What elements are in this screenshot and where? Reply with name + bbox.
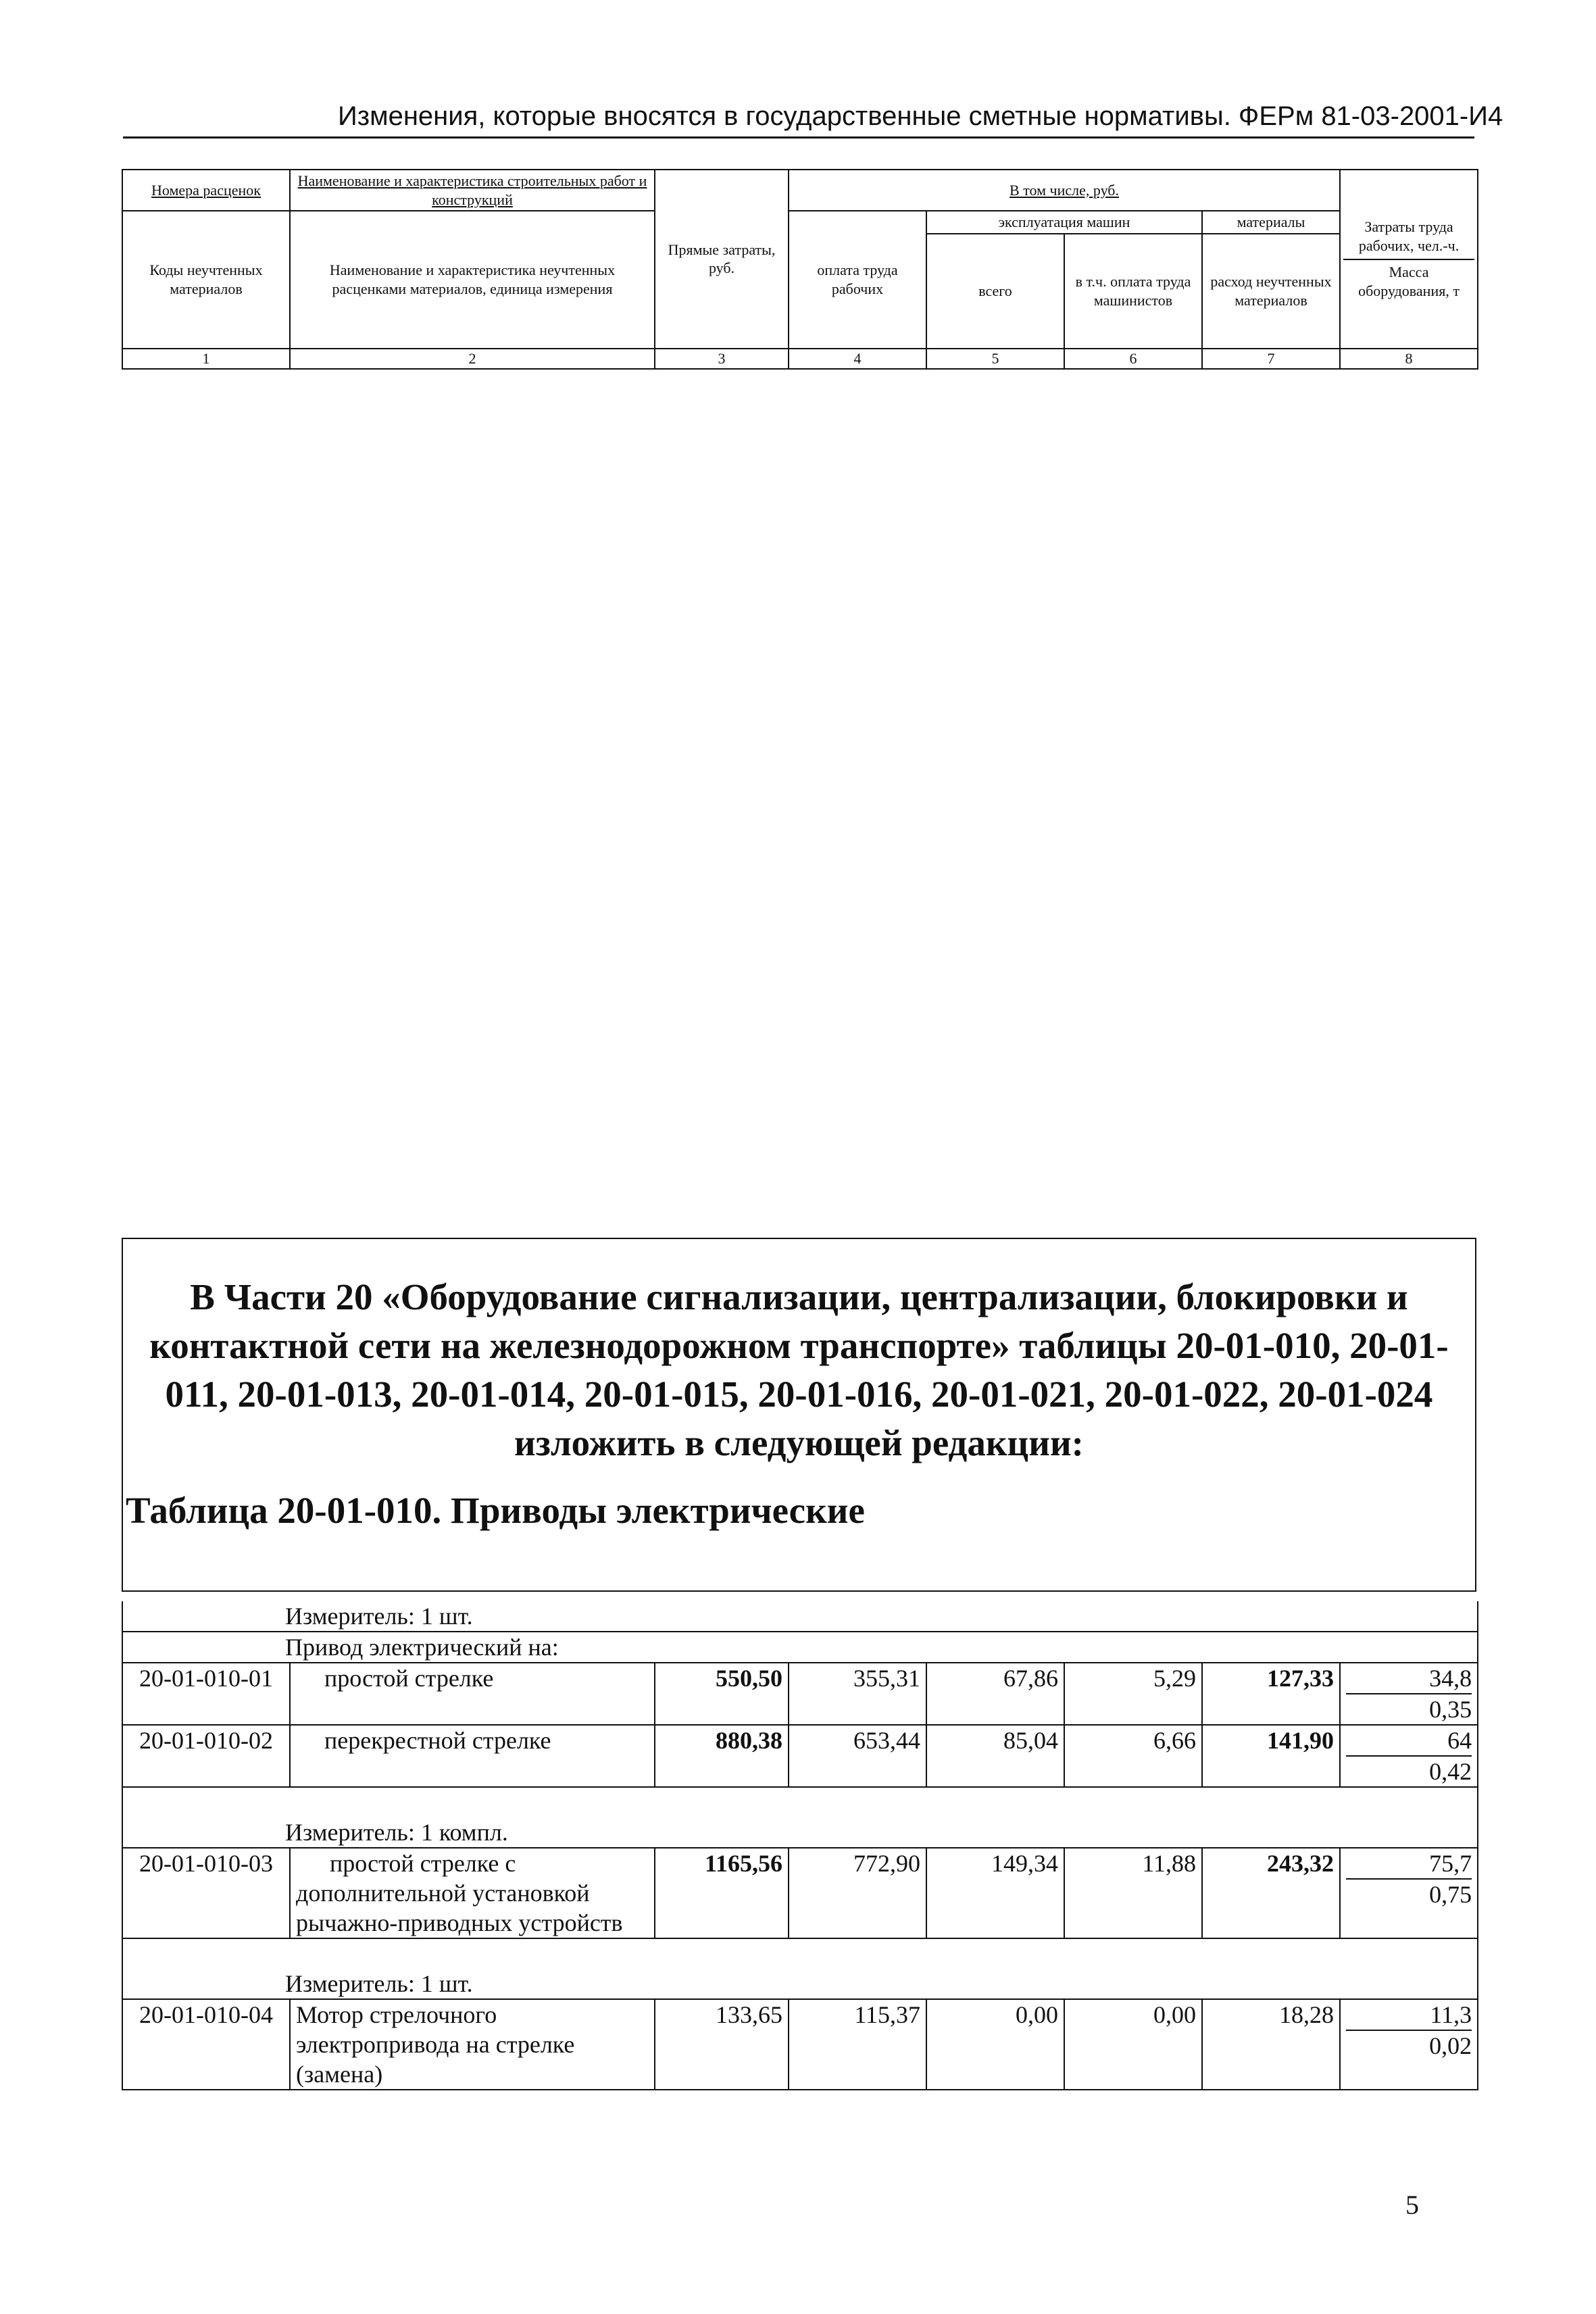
rate-code: 20-01-010-01 — [122, 1663, 290, 1725]
header-rule — [123, 136, 1474, 139]
rate-code: 20-01-010-02 — [122, 1725, 290, 1787]
header-group-label: В том числе, руб. — [789, 170, 1340, 211]
header-col3: Прямые затраты, руб. — [655, 170, 789, 349]
header-col6: в т.ч. оплата труда машинистов — [1064, 234, 1202, 349]
rate-name: простой стрелке с дополнительной установкой рычажно-приводных устройств — [290, 1848, 655, 1938]
table-row — [122, 1848, 1478, 1938]
equipment-mass: 0,75 — [1429, 1881, 1472, 1908]
machines-cost: 67,86 — [926, 1663, 1064, 1725]
labor-cost: 355,31 — [789, 1663, 926, 1725]
running-header: Изменения, которые вносятся в государственные сметные нормативы. ФЕРм 81-03-2001-И4 — [338, 101, 1503, 131]
rate-name: простой стрелке — [290, 1663, 655, 1725]
col-number: 2 — [290, 349, 655, 369]
materials-cost: 141,90 — [1202, 1725, 1340, 1787]
unit-of-measure: Измеритель: 1 шт. — [122, 1601, 1478, 1632]
page-number: 5 — [1405, 2190, 1419, 2220]
column-header-table — [122, 169, 1478, 370]
header-col8-top: Затраты труда рабочих, чел.-ч. — [1358, 218, 1460, 254]
table-row — [122, 1663, 1478, 1725]
rate-code: 20-01-010-04 — [122, 1999, 290, 2090]
materials-cost: 243,32 — [1202, 1848, 1340, 1938]
rate-name: перекрестной стрелке — [290, 1725, 655, 1787]
header-machines-label: эксплуатация машин — [926, 211, 1202, 234]
machines-cost: 0,00 — [926, 1999, 1064, 2090]
rates-table — [122, 1601, 1478, 2090]
section-notice-box — [122, 1238, 1476, 1592]
table-row — [122, 1999, 1478, 2090]
labor-cost: 115,37 — [789, 1999, 926, 2090]
machines-cost: 85,04 — [926, 1725, 1064, 1787]
direct-cost: 1165,56 — [655, 1848, 789, 1938]
direct-cost: 550,50 — [655, 1663, 789, 1725]
drivers-cost: 5,29 — [1064, 1663, 1202, 1725]
header-col2-bottom: Наименование и характеристика неучтенных расценками материалов, единица измерения — [290, 211, 655, 349]
section-notice-title: В Части 20 «Оборудование сигнализации, централизации, блокировки и контактной сети на железнодорожном транспорте» таблицы 20-01-010, 20-01-011, 20-01-013, 20-01-014, 20-01-015, 20-01-016, 20-01-021, 20-01-022, 20-01-024 изложить в следующей редакции: — [149, 1276, 1449, 1463]
rate-code: 20-01-010-03 — [122, 1848, 290, 1938]
labor-hours: 64 — [1346, 1726, 1472, 1757]
header-col8-bottom: Масса оборудования, т — [1358, 263, 1460, 299]
group-label: Привод электрический на: — [122, 1632, 1478, 1663]
direct-cost: 880,38 — [655, 1725, 789, 1787]
materials-cost: 127,33 — [1202, 1663, 1340, 1725]
table-caption: Таблица 20-01-010. Приводы электрические — [126, 1490, 865, 1531]
table-row — [122, 1725, 1478, 1787]
col-number: 5 — [926, 349, 1064, 369]
equipment-mass: 0,02 — [1429, 2032, 1472, 2059]
header-col2-top: Наименование и характеристика строительных работ и конструкций — [290, 170, 655, 211]
col-number: 7 — [1202, 349, 1340, 369]
unit-of-measure: Измеритель: 1 шт. — [122, 1938, 1478, 1999]
labor-hours-mass — [1340, 1999, 1478, 2090]
header-col1-top: Номера расценок — [122, 170, 290, 211]
col-number: 4 — [789, 349, 926, 369]
header-col8-divider — [1343, 259, 1474, 260]
machines-cost: 149,34 — [926, 1848, 1064, 1938]
header-materials-label: материалы — [1202, 211, 1340, 234]
col-number: 6 — [1064, 349, 1202, 369]
labor-hours-mass — [1340, 1848, 1478, 1938]
col-number: 3 — [655, 349, 789, 369]
header-col8 — [1340, 170, 1478, 349]
labor-cost: 653,44 — [789, 1725, 926, 1787]
drivers-cost: 0,00 — [1064, 1999, 1202, 2090]
labor-cost: 772,90 — [789, 1848, 926, 1938]
unit-of-measure: Измеритель: 1 компл. — [122, 1787, 1478, 1848]
labor-hours: 34,8 — [1346, 1663, 1472, 1694]
direct-cost: 133,65 — [655, 1999, 789, 2090]
equipment-mass: 0,35 — [1429, 1696, 1472, 1723]
equipment-mass: 0,42 — [1429, 1758, 1472, 1785]
header-col7: расход неучтенных материалов — [1202, 234, 1340, 349]
header-col5: всего — [926, 234, 1064, 349]
header-col4: оплата труда рабочих — [789, 211, 926, 349]
materials-cost: 18,28 — [1202, 1999, 1340, 2090]
header-col1-bottom: Коды неучтенных материалов — [122, 211, 290, 349]
labor-hours: 75,7 — [1346, 1848, 1472, 1880]
drivers-cost: 11,88 — [1064, 1848, 1202, 1938]
labor-hours: 11,3 — [1346, 2000, 1472, 2031]
rate-name: Мотор стрелочного электропривода на стрелке (замена) — [290, 1999, 655, 2090]
col-number: 1 — [122, 349, 290, 369]
labor-hours-mass — [1340, 1663, 1478, 1725]
col-number: 8 — [1340, 349, 1478, 369]
labor-hours-mass — [1340, 1725, 1478, 1787]
drivers-cost: 6,66 — [1064, 1725, 1202, 1787]
